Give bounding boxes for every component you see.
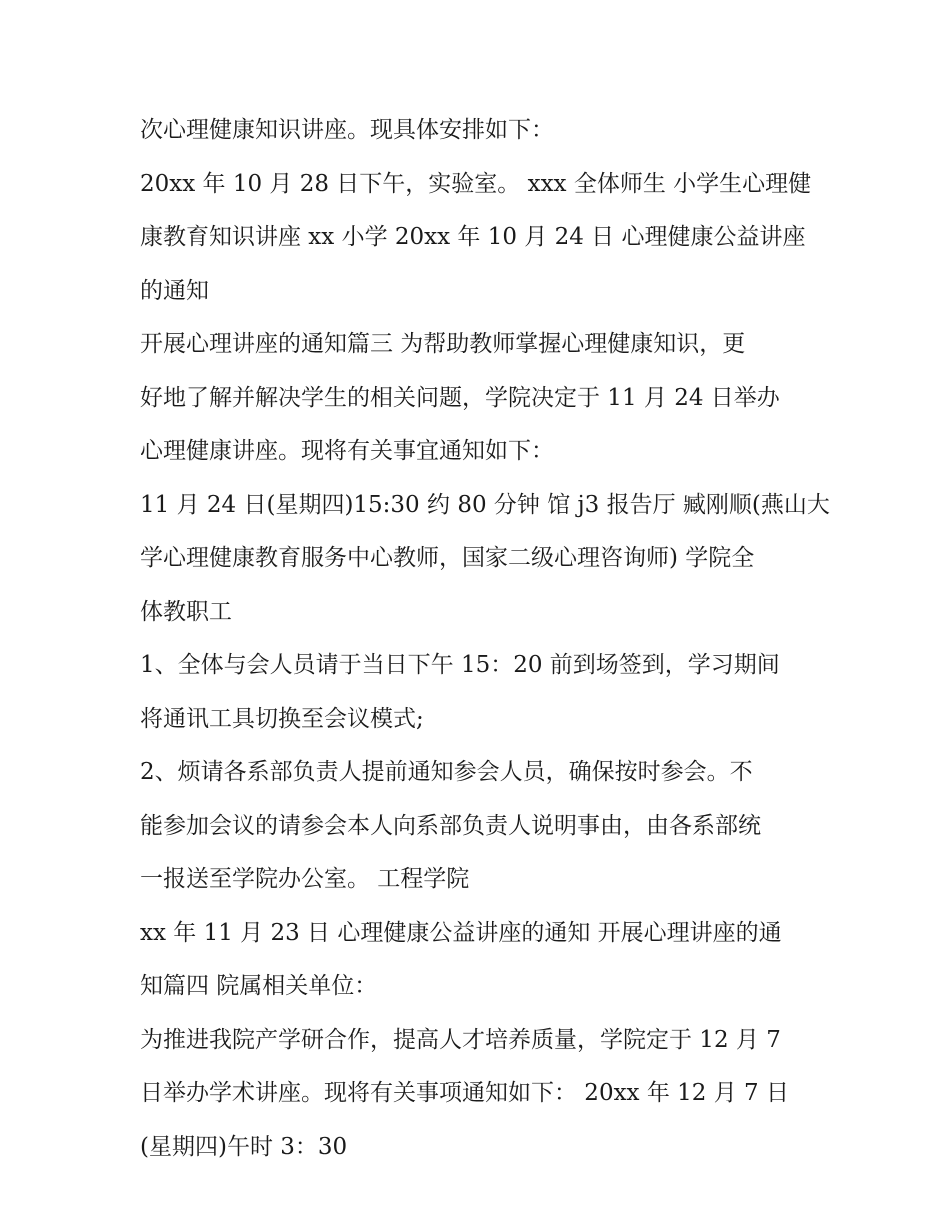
text-line: 1、全体与会人员请于当日下午 15：20 前到场签到，学习期间: [140, 652, 780, 678]
text-line: 的通知: [140, 277, 209, 304]
text-line: 11 月 24 日(星期四)15:30 约 80 分钟 馆 j3 报告厅 臧刚顺(燕山大: [140, 491, 830, 518]
text-line: 2、烦请各系部负责人提前通知参会人员，确保按时参会。不: [140, 759, 753, 785]
text-line: 次心理健康知识讲座。现具体安排如下：: [140, 117, 554, 143]
text-line: xx 年 11 月 23 日 心理健康公益讲座的通知 开展心理讲座的通: [140, 919, 782, 946]
text-line: 知篇四 院属相关单位：: [140, 973, 378, 999]
text-line: (星期四)午时 3：30: [140, 1133, 348, 1160]
text-line: 将通讯工具切换至会议模式;: [140, 705, 424, 732]
text-line: 为推进我院产学研合作，提高人才培养质量，学院定于 12 月 7: [140, 1026, 781, 1053]
text-line: 心理健康讲座。现将有关事宜通知如下：: [140, 438, 554, 464]
text-line: 日举办学术讲座。现将有关事项通知如下： 20xx 年 12 月 7 日: [140, 1080, 789, 1106]
text-line: 康教育知识讲座 xx 小学 20xx 年 10 月 24 日 心理健康公益讲座: [140, 224, 806, 250]
text-line: 20xx 年 10 月 28 日下午，实验室。 xxx 全体师生 小学生心理健: [140, 170, 812, 197]
text-line: 开展心理讲座的通知篇三 为帮助教师掌握心理健康知识，更: [140, 331, 746, 357]
text-line: 好地了解并解决学生的相关问题，学院决定于 11 月 24 日举办: [140, 384, 780, 411]
text-line: 体教职工: [140, 598, 232, 625]
text-line: 一报送至学院办公室。 工程学院: [140, 866, 470, 892]
text-line: 学心理健康教育服务中心教师，国家二级心理咨询师) 学院全: [140, 545, 755, 571]
text-line: 能参加会议的请参会本人向系部负责人说明事由，由各系部统: [140, 812, 761, 839]
document-body: [140, 104, 830, 1174]
